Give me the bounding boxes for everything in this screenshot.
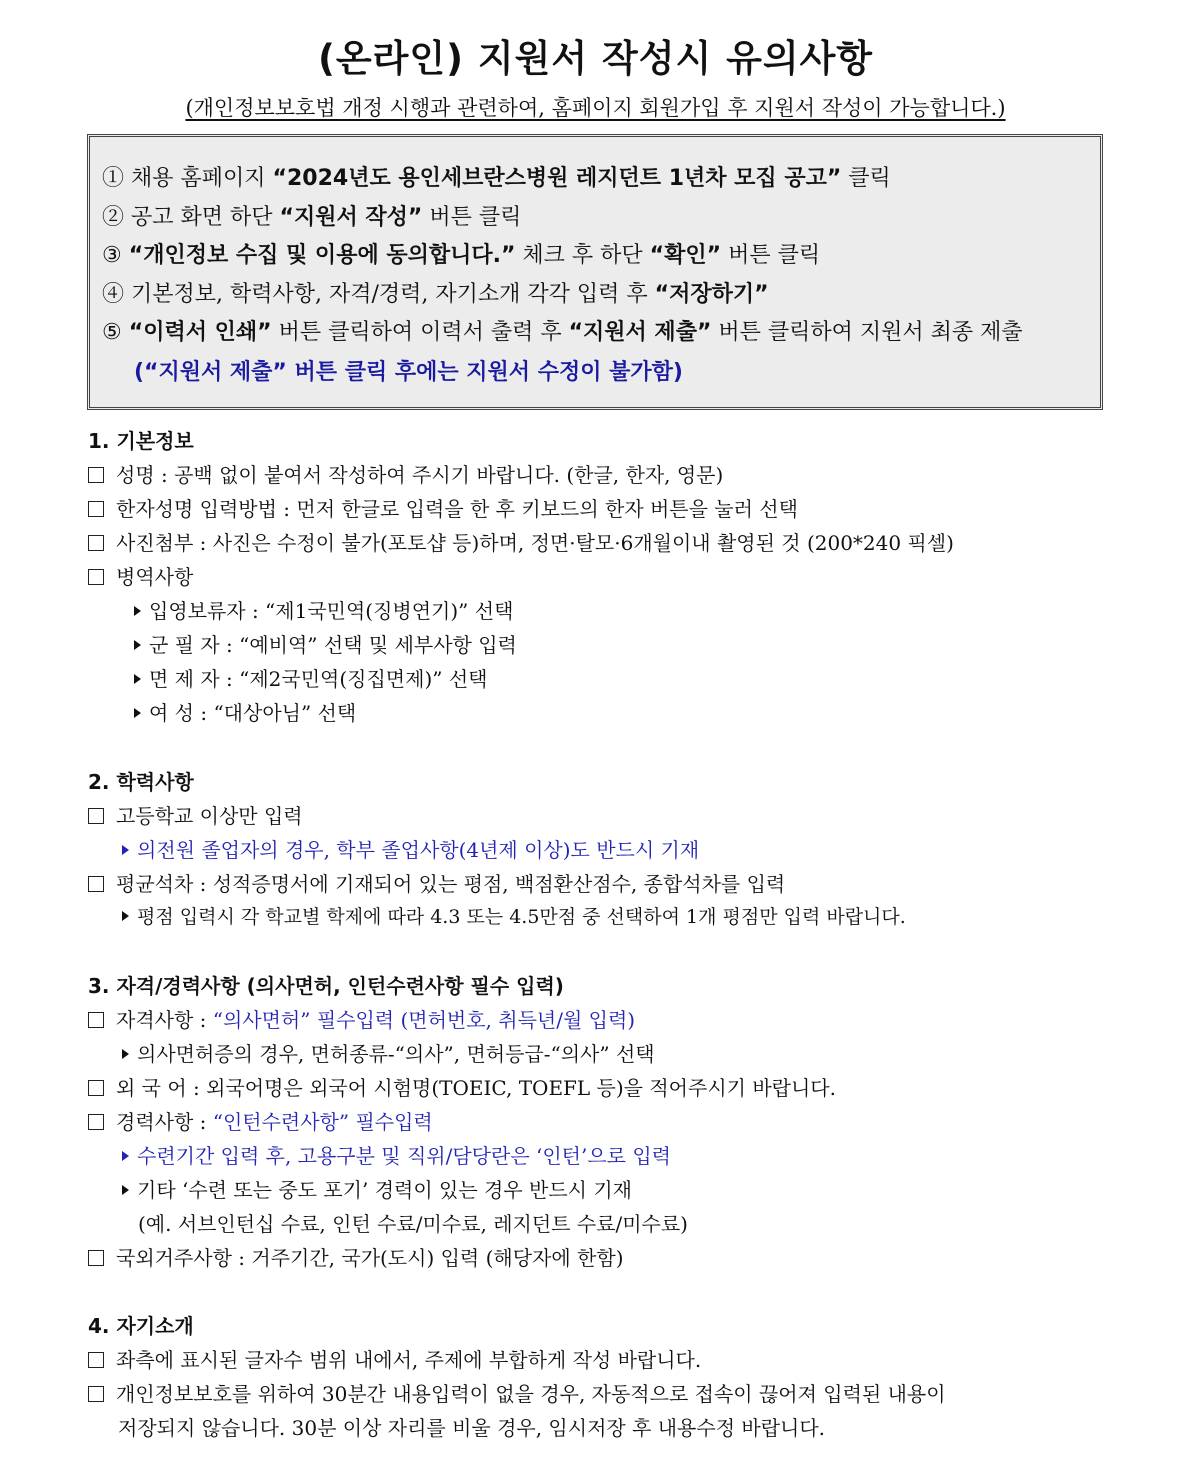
step-4 [102, 277, 769, 308]
list-item [88, 868, 785, 897]
list-item-continuation: 저장되지 않습니다. 30분 이상 자리를 비울 경우, 임시저장 후 내용수정 바랍니다. [118, 1416, 826, 1440]
sub-item-text: 의전원 졸업자의 경우, 학부 졸업사항(4년제 이상)도 반드시 기재 [137, 838, 700, 862]
step-emphasis: “2024년도 용인세브란스병원 레지던트 1년차 모집 공고” [272, 166, 842, 191]
section-heading-basic-info: 1. 기본정보 [88, 429, 194, 453]
step-3 [102, 238, 820, 269]
sub-item [134, 595, 513, 624]
sub-item-text: 수련기간 입력 후, 고용구분 및 직위/담당란은 ‘인턴’으로 입력 [137, 1144, 671, 1168]
list-item [88, 527, 954, 556]
list-item [88, 459, 723, 488]
checkbox-square-icon [88, 535, 104, 551]
step-text: 체크 후 하단 [515, 243, 650, 268]
triangle-bullet-icon [134, 640, 141, 650]
sub-item-text: 여 성 : “대상아님” 선택 [149, 701, 357, 725]
sub-item [122, 902, 906, 929]
step-emphasis: “확인” [649, 243, 722, 268]
section-heading-self-intro: 4. 자기소개 [88, 1314, 194, 1338]
page-title: (온라인) 지원서 작성시 유의사항 [317, 37, 874, 80]
list-item-text: 국외거주사항 : 거주기간, 국가(도시) 입력 (해당자에 한함) [116, 1246, 624, 1270]
step-2 [102, 200, 521, 231]
list-item-text: 경력사항 : [116, 1110, 213, 1134]
step-text: 버튼 클릭 [721, 243, 821, 268]
sub-item [122, 1038, 655, 1067]
step-text: 채용 홈페이지 [131, 166, 273, 191]
list-item-text: 평균석차 : 성적증명서에 기재되어 있는 평점, 백점환산점수, 종합석차를 입력 [116, 872, 786, 896]
checkbox-square-icon [88, 1080, 104, 1096]
sub-item [122, 1140, 671, 1169]
list-item [88, 1072, 836, 1101]
sub-item [122, 1174, 632, 1203]
list-item-text: 사진첨부 : 사진은 수정이 불가(포토샵 등)하며, 정면·탈모·6개월이내 촬영된 것 (200*240 픽셀) [116, 531, 954, 555]
list-item-text: 고등학교 이상만 입력 [116, 804, 303, 828]
step-5 [102, 315, 1023, 346]
list-item-text: 개인정보보호를 위하여 30분간 내용입력이 없을 경우, 자동적으로 접속이 끊어져 입력된 내용이 [116, 1382, 946, 1406]
step-text: 버튼 클릭하여 지원서 최종 제출 [711, 320, 1023, 345]
list-item [88, 1344, 701, 1373]
sub-item-text: 면 제 자 : “제2국민역(징집면제)” 선택 [149, 667, 488, 691]
page-subtitle: (개인정보보호법 개정 시행과 관련하여, 홈페이지 회원가입 후 지원서 작성이 가능합니다.) [185, 96, 1006, 120]
checkbox-square-icon [88, 1250, 104, 1266]
step-text: 공고 화면 하단 [131, 205, 280, 230]
sub-item [134, 629, 517, 658]
triangle-bullet-icon [134, 606, 141, 616]
list-item [88, 800, 303, 829]
sub-item-text: 군 필 자 : “예비역” 선택 및 세부사항 입력 [149, 633, 517, 657]
list-item [88, 1106, 433, 1135]
list-item-highlight: “의사면허” 필수입력 (면허번호, 취득년/월 입력) [212, 1008, 636, 1032]
step-text: 클릭 [841, 166, 891, 191]
step-emphasis: “이력서 인쇄” [128, 320, 272, 345]
sub-item-text: 의사면허증의 경우, 면허종류-“의사”, 면허등급-“의사” 선택 [137, 1042, 655, 1066]
list-item-text: 자격사항 : [116, 1008, 213, 1032]
checkbox-square-icon [88, 876, 104, 892]
triangle-bullet-icon [122, 845, 129, 855]
triangle-bullet-icon [134, 708, 141, 718]
checkbox-square-icon [88, 501, 104, 517]
section-heading-qualifications: 3. 자격/경력사항 (의사면허, 인턴수련사항 필수 입력) [88, 974, 564, 998]
sub-item-text: 평점 입력시 각 학교별 학제에 따라 4.3 또는 4.5만점 중 선택하여 1개 평점만 입력 바랍니다. [137, 906, 906, 928]
sub-item-text: 기타 ‘수련 또는 중도 포기’ 경력이 있는 경우 반드시 기재 [137, 1178, 632, 1202]
steps-box [87, 134, 1103, 410]
list-item-text: 좌측에 표시된 글자수 범위 내에서, 주제에 부합하게 작성 바랍니다. [116, 1348, 702, 1372]
sub-item [122, 834, 699, 863]
list-item-text: 한자성명 입력방법 : 먼저 한글로 입력을 한 후 키보드의 한자 버튼을 눌러 선택 [116, 497, 798, 521]
list-item [88, 1242, 624, 1271]
checkbox-square-icon [88, 467, 104, 483]
step-emphasis: “지원서 작성” [279, 205, 423, 230]
list-item [88, 493, 798, 522]
list-item-text: 성명 : 공백 없이 붙여서 작성하여 주시기 바랍니다. (한글, 한자, 영문) [116, 463, 724, 487]
checkbox-square-icon [88, 1012, 104, 1028]
list-item-text: 외 국 어 : 외국어명은 외국어 시험명(TOEIC, TOEFL 등)을 적어주시기 바랍니다. [116, 1076, 836, 1100]
sub-item-continuation: (예. 서브인턴십 수료, 인턴 수료/미수료, 레지던트 수료/미수료) [138, 1212, 688, 1236]
checkbox-square-icon [88, 808, 104, 824]
step-text: 기본정보, 학력사항, 자격/경력, 자기소개 각각 입력 후 [131, 282, 655, 307]
list-item [88, 1004, 635, 1033]
section-heading-education: 2. 학력사항 [88, 770, 194, 794]
triangle-bullet-icon [122, 911, 129, 921]
checkbox-square-icon [88, 1114, 104, 1130]
step-emphasis: “개인정보 수집 및 이용에 동의합니다.” [128, 243, 516, 268]
checkbox-square-icon [88, 569, 104, 585]
sub-item [134, 697, 356, 726]
list-item-text: 병역사항 [116, 565, 194, 589]
sub-item-text: 입영보류자 : “제1국민역(징병연기)” 선택 [149, 599, 514, 623]
triangle-bullet-icon [122, 1151, 129, 1161]
step-number: ① [102, 166, 125, 191]
triangle-bullet-icon [134, 674, 141, 684]
checkbox-square-icon [88, 1352, 104, 1368]
step-1 [102, 161, 891, 192]
step-number: ④ [102, 282, 125, 307]
step-text: 버튼 클릭하여 이력서 출력 후 [271, 320, 569, 345]
step-text: 버튼 클릭 [422, 205, 522, 230]
step-note: (“지원서 제출” 버튼 클릭 후에는 지원서 수정이 불가함) [134, 360, 683, 385]
step-emphasis: “지원서 제출” [568, 320, 712, 345]
triangle-bullet-icon [122, 1049, 129, 1059]
step-number: ② [102, 205, 125, 230]
list-item [88, 561, 193, 590]
list-item-highlight: “인턴수련사항” 필수입력 [212, 1110, 433, 1134]
sub-item [134, 663, 487, 692]
list-item [88, 1378, 946, 1407]
step-number: ⑤ [102, 320, 122, 345]
triangle-bullet-icon [122, 1185, 129, 1195]
step-number: ③ [102, 243, 122, 268]
step-emphasis: “저장하기” [654, 282, 769, 307]
checkbox-square-icon [88, 1386, 104, 1402]
